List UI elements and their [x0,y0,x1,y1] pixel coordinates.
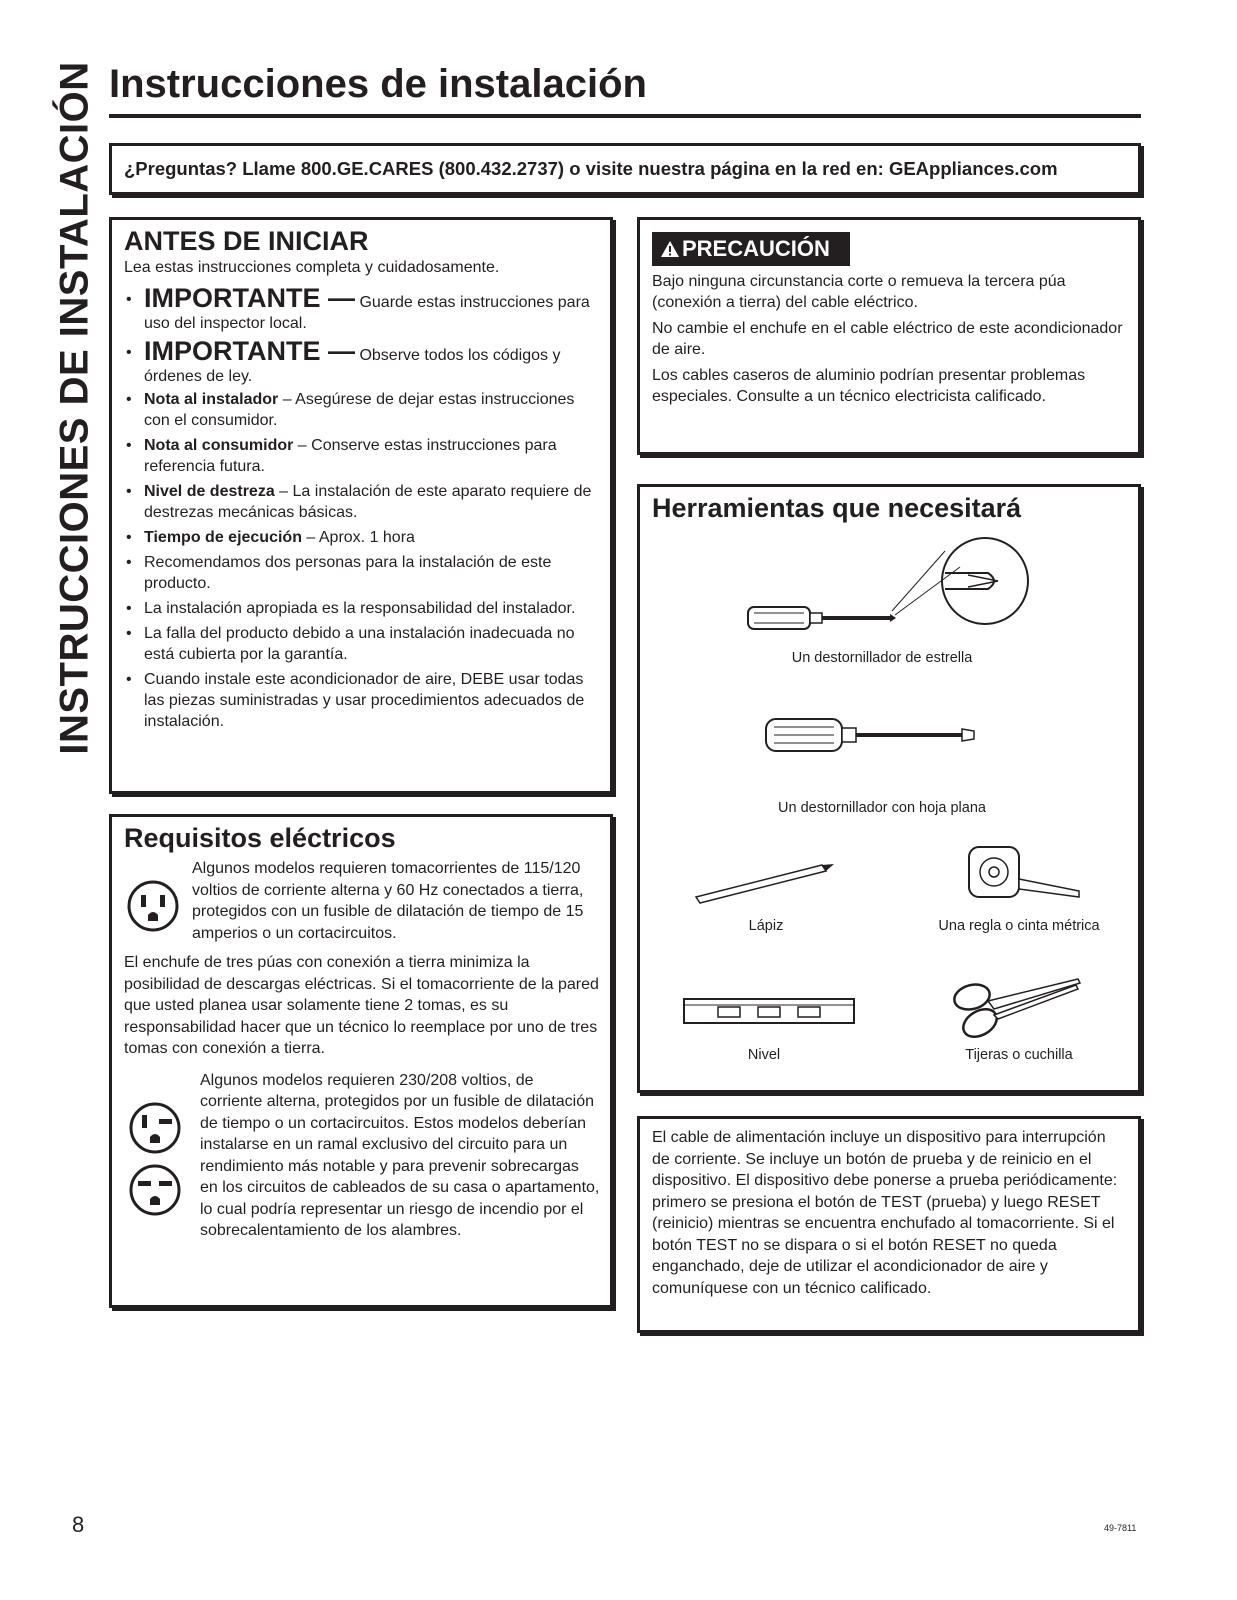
document-number: 49-7811 [1104,1523,1137,1533]
flat-screwdriver-caption: Un destornillador con hoja plana [778,800,986,816]
caution-text-1: Bajo ninguna circunstancia corte o remueva la tercera púa (conexión a tierra) del cable eléctrico. [652,273,1066,311]
outlet-230v-icon [128,1101,182,1155]
caution-text-2: No cambie el enchufe en el cable eléctrico de este acondicionador de aire. [652,320,1123,358]
caution-box [637,217,1141,455]
before-you-begin-heading: ANTES DE INICIAR [124,226,369,256]
requirements-text-1: Algunos modelos requieren tomacorrientes de 115/120 voltios de corriente alterna y 60 Hz conectados a tierra, protegidos con un fusible de dilatación de tiempo de 15 amperios o un cortacircuitos. [192,860,584,942]
pencil-caption: Lápiz [748,918,784,934]
list-item: • La instalación apropiada es la responsabilidad del instalador. [124,598,600,619]
flat-screwdriver-icon [762,713,992,763]
level-caption: Nivel [747,1047,781,1063]
scissors-icon [950,975,1085,1040]
phillips-screwdriver-icon [740,537,1060,637]
list-item: • Recomendamos dos personas para la instalación de este producto. [124,552,600,594]
list-item: • Nivel de destreza – La instalación de este aparato requiere de destrezas mecánicas básicas. [124,481,600,523]
list-item: • Tiempo de ejecución – Aprox. 1 hora [124,527,600,548]
page-title: Instrucciones de instalación [109,62,647,106]
title-rule [109,114,1141,118]
scissors-caption: Tijeras o cuchilla [965,1047,1073,1063]
tools-box [637,484,1141,1093]
list-item: • IMPORTANTE — Guarde estas instrucciones para uso del inspector local. [124,283,600,334]
electrical-requirements-box [109,814,613,1308]
list-item: • Nota al consumidor – Conserve estas instrucciones para referencia futura. [124,435,600,477]
tape-measure-icon [965,843,1085,913]
tools-heading: Herramientas que necesitará [652,493,1022,523]
pencil-icon [690,859,840,909]
outlet-115v-icon [126,879,180,933]
warning-icon [660,240,680,258]
list-item: • Cuando instale este acondicionador de aire, DEBE usar todas las piezas suministradas y usar procedimientos adecuados de instalación. [124,669,600,732]
power-cord-device-text: El cable de alimentación incluye un dispositivo para interrupción de corriente. Se incluye un botón de prueba y de reinicio en el dispositivo. El dispositivo debe ponerse a prueba periódicamente: primero se presiona el botón de TEST (prueba) y luego RESET (reinicio) mientras se encuentra enchufado al tomacorriente. Si el botón TEST no se dispara o si el botón RESET no queda enganchado, deje de utilizar el acondicionador de aire y comuníquese con un técnico calificado. [652,1129,1118,1297]
caution-badge: PRECAUCIÓN [652,232,850,266]
questions-banner [109,143,1141,195]
list-item: • Nota al instalador – Asegúrese de dejar estas instrucciones con el consumidor. [124,389,600,431]
power-cord-device-box [637,1116,1141,1333]
before-you-begin-box [109,217,613,794]
before-you-begin-intro: Lea estas instrucciones completa y cuidadosamente. [124,259,500,276]
requirements-text-3: Algunos modelos requieren 230/208 voltios, de corriente alterna, protegidos por un fusible de dilatación de tiempo o un cortacircuitos. Estos modelos deberían instalarse en un ramal exclusivo del circuito para un rendimiento más notable y para prevenir sobrecargas en los circuitos de cableados de su casa o apartamento, lo cual podría representar un riesgo de incendio por el sobrecalentamiento de los alambres. [200,1071,600,1239]
questions-text: ¿Preguntas? Llame 800.GE.CARES (800.432.2737) o visite nuestra página en la red en: GEAppliances.com [124,158,1058,179]
side-section-title: INSTRUCCIONES DE INSTALACIÓN [52,61,97,755]
list-item: • IMPORTANTE — Observe todos los códigos y órdenes de ley. [124,336,600,387]
caution-text-3: Los cables caseros de aluminio podrían presentar problemas especiales. Consulte a un técnico electricista calificado. [652,367,1086,405]
before-you-begin-list [124,283,600,732]
electrical-requirements-heading: Requisitos eléctricos [124,823,396,853]
outlet-208v-icon [128,1163,182,1217]
tape-caption: Una regla o cinta métrica [938,918,1100,934]
page-number: 8 [72,1512,85,1537]
level-icon [680,993,860,1033]
phillips-caption: Un destornillador de estrella [791,650,973,666]
list-item: • La falla del producto debido a una instalación inadecuada no está cubierta por la garantía. [124,623,600,665]
requirements-text-2: El enchufe de tres púas con conexión a tierra minimiza la posibilidad de descargas eléctricas. Si el tomacorriente de la pared que usted planea usar solamente tiene 2 tomas, es su responsabilidad hacer que un técnico lo reemplace por uno de tres tomas con conexión a tierra. [124,954,599,1057]
